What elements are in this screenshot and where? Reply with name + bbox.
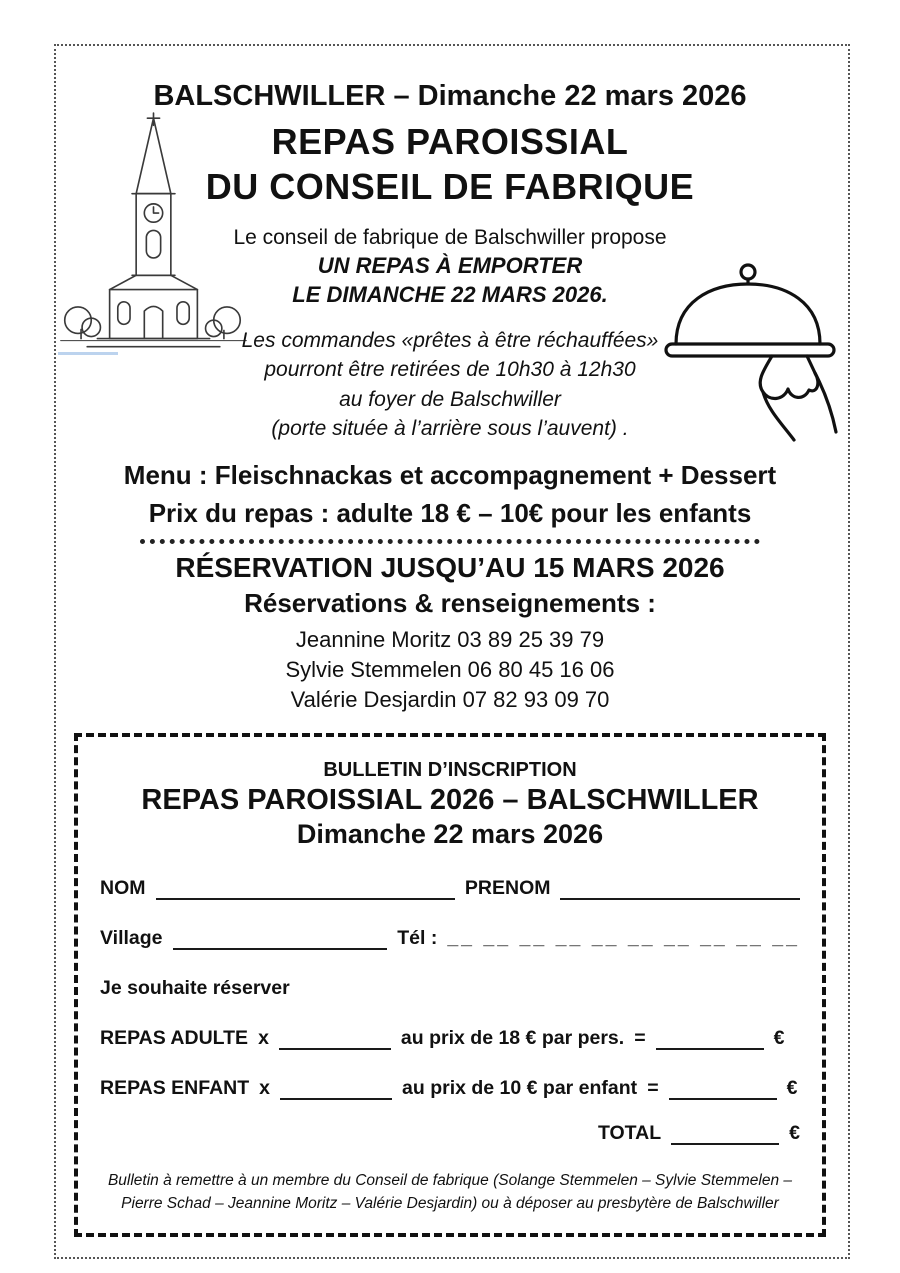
reserve-intro-label: Je souhaite réserver xyxy=(100,976,290,999)
adult-currency: € xyxy=(773,1026,785,1049)
nom-label: NOM xyxy=(100,876,146,899)
child-meal-row xyxy=(100,1077,800,1100)
adult-qty-blank xyxy=(279,1027,391,1049)
village-label: Village xyxy=(100,926,163,949)
dotted-separator xyxy=(140,539,760,544)
village-tel-row xyxy=(100,927,800,950)
prenom-label: PRENOM xyxy=(464,876,551,899)
pickup-line-2: pourront être retirées de 10h30 à 12h30 xyxy=(264,358,636,382)
adult-price-text: au prix de 18 € par pers. xyxy=(400,1026,625,1049)
form-heading-date: Dimanche 22 mars 2026 xyxy=(296,818,604,849)
intro-date-line: LE DIMANCHE 22 MARS 2026. xyxy=(292,282,608,307)
form-heading-event: REPAS PAROISSIAL 2026 – BALSCHWILLER xyxy=(141,783,759,816)
tel-blank-digits: __ __ __ __ __ __ __ __ __ __ xyxy=(447,926,800,949)
reservation-contacts-title: Réservations & renseignements : xyxy=(244,587,656,618)
reserve-intro-row xyxy=(100,977,800,1000)
pickup-instructions xyxy=(74,326,826,444)
contact-sylvie: Sylvie Stemmelen 06 80 45 16 06 xyxy=(285,656,615,682)
menu-price: Prix du repas : adulte 18 € – 10€ pour les enfants xyxy=(148,497,752,528)
pickup-line-1: Les commandes «prêtes à être réchauffées» xyxy=(241,329,659,352)
intro-takeaway-line: UN REPAS À EMPORTER xyxy=(317,253,583,278)
contact-valerie: Valérie Desjardin 07 82 93 09 70 xyxy=(290,686,610,712)
prenom-blank-line xyxy=(560,877,800,899)
total-row xyxy=(100,1122,800,1145)
contact-jeannine: Jeannine Moritz 03 89 25 39 79 xyxy=(295,626,605,652)
menu-description: Menu : Fleischnackas et accompagnement + Dessert xyxy=(123,459,777,490)
pickup-line-4: (porte située à l’arrière sous l’auvent) . xyxy=(271,417,629,441)
intro-line: Le conseil de fabrique de Balschwiller propose xyxy=(233,226,667,249)
total-amount-blank xyxy=(671,1122,779,1144)
child-price-text: au prix de 10 € par enfant xyxy=(402,1076,638,1099)
total-currency: € xyxy=(789,1121,800,1144)
total-label: TOTAL xyxy=(597,1121,662,1144)
main-title-line2: DU CONSEIL DE FABRIQUE xyxy=(205,166,695,207)
child-qty-blank xyxy=(280,1077,392,1099)
child-times-sign: x xyxy=(259,1076,271,1099)
adult-meal-label: REPAS ADULTE xyxy=(100,1026,249,1049)
main-title-line1: REPAS PAROISSIAL xyxy=(271,121,629,162)
pickup-line-3: au foyer de Balschwiller xyxy=(339,387,561,411)
adult-amount-blank xyxy=(656,1027,764,1049)
child-amount-blank xyxy=(669,1077,777,1099)
header-location-date: BALSCHWILLER – Dimanche 22 mars 2026 xyxy=(153,80,747,112)
registration-form xyxy=(74,733,826,1238)
name-row xyxy=(100,877,800,900)
adult-meal-row xyxy=(100,1027,800,1050)
form-footer-note: Bulletin à remettre à un membre du Conseil de fabrique (Solange Stemmelen – Sylvie Stemmelen – Pierre Schad – Jeannine Moritz – Valérie Desjardin) ou à déposer au presbytère de Balschwiller xyxy=(107,1171,793,1212)
child-currency: € xyxy=(786,1076,798,1099)
adult-equals-sign: = xyxy=(634,1026,646,1049)
form-title: BULLETIN D’INSCRIPTION xyxy=(323,758,577,781)
village-blank-line xyxy=(173,927,388,949)
child-meal-label: REPAS ENFANT xyxy=(100,1076,250,1099)
nom-blank-line xyxy=(156,877,455,899)
reservation-deadline: RÉSERVATION JUSQU’AU 15 MARS 2026 xyxy=(175,551,725,583)
child-equals-sign: = xyxy=(647,1076,659,1099)
adult-times-sign: x xyxy=(258,1026,269,1049)
tel-label: Tél : xyxy=(397,926,438,949)
